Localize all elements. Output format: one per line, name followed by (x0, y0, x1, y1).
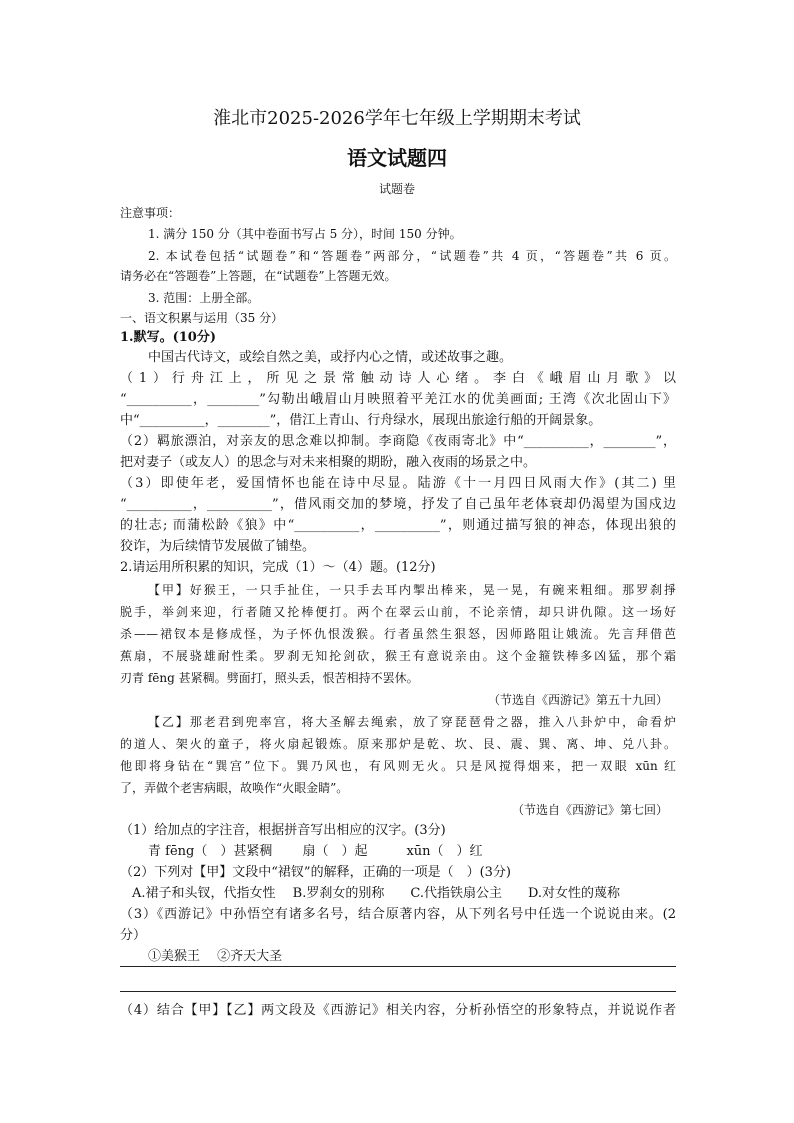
passage-jia-line: 蕉扇，不展骁雄耐性柔。罗刹无知抡剑砍，猴王有意说亲由。这个金箍铁棒多凶猛，那个霜 (120, 649, 676, 663)
q2-sub1-items: 青 fēng（ ）甚紧稠 扇（ ）起 xūn（ ）红 (148, 844, 483, 859)
question-1-intro: 中国古代诗文，或绘自然之美，或抒内心之情，或述故事之趣。 (148, 350, 513, 365)
passage-yi-line: 的道人、架火的童子，将火扇起锻炼。原来那炉是乾、坎、艮、震、巽、离、坤、兑八卦。 (120, 737, 676, 751)
passage-yi-line: 他即将身钻在“巽宫”位下。巽乃风也，有风则无火。只是风搅得烟来，把一双眼 xūn 红 (120, 759, 676, 773)
answer-line[interactable] (120, 966, 676, 967)
q2-sub4-line: （4）结合【甲】【乙】两文段及《西游记》相关内容，分析孙悟空的形象特点，并说说作者 (120, 1003, 676, 1018)
q2-sub1-title: （1）给加点的字注音，根据拼音写出相应的汉字。(3分) (120, 823, 446, 838)
q2-sub2-options: A.裙子和头钗，代指女性 B.罗刹女的别称 C.代指铁扇公主 D.对女性的蔑称 (132, 886, 621, 901)
notice-item-3: 3. 范围：上册全部。 (148, 291, 260, 305)
passage-yi-line: 【乙】那老君到兜率宫，将大圣解去绳索，放了穿琵琶骨之器，推入八卦炉中，命看炉 (148, 715, 676, 729)
q1-part2-line: （2）羁旅漂泊，对亲友的思念难以抑制。李商隐《夜雨寄北》中“__________，________”， (120, 434, 676, 449)
passage-yi-source: （节选自《西游记》第七回） (511, 803, 668, 817)
q2-sub2-title: （2）下列对【甲】文段中“裙钗”的解释，正确的一项是（ ）(3分) (120, 865, 511, 880)
q2-sub3-line: （3）《西游记》中孙悟空有诸多名号，结合原著内容，从下列名号中任选一个说说由来。(2 (120, 907, 676, 922)
booklet-label: 试题卷 (378, 182, 415, 196)
answer-line[interactable] (120, 991, 676, 992)
q1-part2-line: 把对妻子（或友人）的思念与对未来相聚的期盼，融入夜雨的场景之中。 (120, 455, 537, 470)
q1-part3-line: （3）即使年老，爱国情怀也能在诗中尽显。陆游《十一月四日风雨大作》(其二) 里 (120, 476, 676, 491)
subject-title: 语文试题四 (347, 146, 447, 170)
notice-item-2: 2. 本试卷包括“试题卷”和“答题卷”两部分，“试题卷”共 4 页，“答题卷”共 6 页。 (148, 249, 676, 263)
question-2-title: 2.请运用所积累的知识，完成（1）～（4）题。(12分) (120, 560, 436, 575)
notice-item-1: 1. 满分 150 分（其中卷面书写占 5 分），时间 150 分钟。 (148, 227, 462, 241)
q1-part3-line: 的壮志; 而蒲松龄《狼》中“__________，__________”，则通过描写狼的神态，体现出狼的 (120, 518, 676, 533)
passage-yi-line: 了，弄做个老害病眼，故唤作“火眼金睛”。 (120, 781, 349, 795)
notice-heading: 注意事项： (120, 206, 181, 220)
q2-sub3-line: 分） (120, 928, 147, 943)
passage-jia-line: 【甲】好猴王，一只手扯住，一只手去耳内掣出棒来，晃一晃，有碗来粗细。那罗刹掙 (148, 583, 676, 597)
q1-part1-line: （1）行舟江上，所见之景常触动诗人心绪。李白《峨眉山月歌》以 (120, 371, 676, 386)
section-heading: 一、语文积累与运用（35 分） (120, 311, 284, 325)
question-1-title: 1.默写。(10分) (120, 330, 216, 345)
passage-jia-line: 刃青 fēng 甚紧稠。劈面打，照头丢，恨苦相持不罢休。 (120, 671, 419, 685)
passage-jia-line: 脱手，举剑来迎，行者随又抡棒便打。两个在翠云山前，不论亲情，却只讲仇隙。这一场好 (120, 605, 676, 619)
q1-part1-line: 中“__________，________”，借江上青山、行舟绿水，展现出旅途行船的开阔景象。 (120, 413, 602, 428)
exam-title: 淮北市2025-2026学年七年级上学期期末考试 (213, 108, 581, 129)
q1-part1-line: “__________，________”勾勒出峨眉山月映照着平羌江水的优美画面; 王湾《次北固山下》 (120, 392, 676, 407)
q1-part3-line: “__________，__________”，借风雨交加的梦境，抒发了自己虽年老体衰却仍渴望为国戍边 (120, 497, 676, 512)
notice-item-2-cont: 请务必在“答题卷”上答题，在“试题卷”上答题无效。 (120, 269, 397, 283)
passage-jia-line: 杀——裙钗本是修成怪，为子怀仇恨泼猴。行者虽然生狠怒，因师路阻让娥流。先言拜借芭 (120, 627, 676, 641)
passage-jia-source: （节选自《西游记》第五十九回） (487, 693, 668, 707)
q2-sub3-options: ①美猴王 ②齐天大圣 (148, 949, 283, 964)
q1-part3-line: 狡诈，为后续情节发展做了铺垫。 (120, 539, 316, 554)
